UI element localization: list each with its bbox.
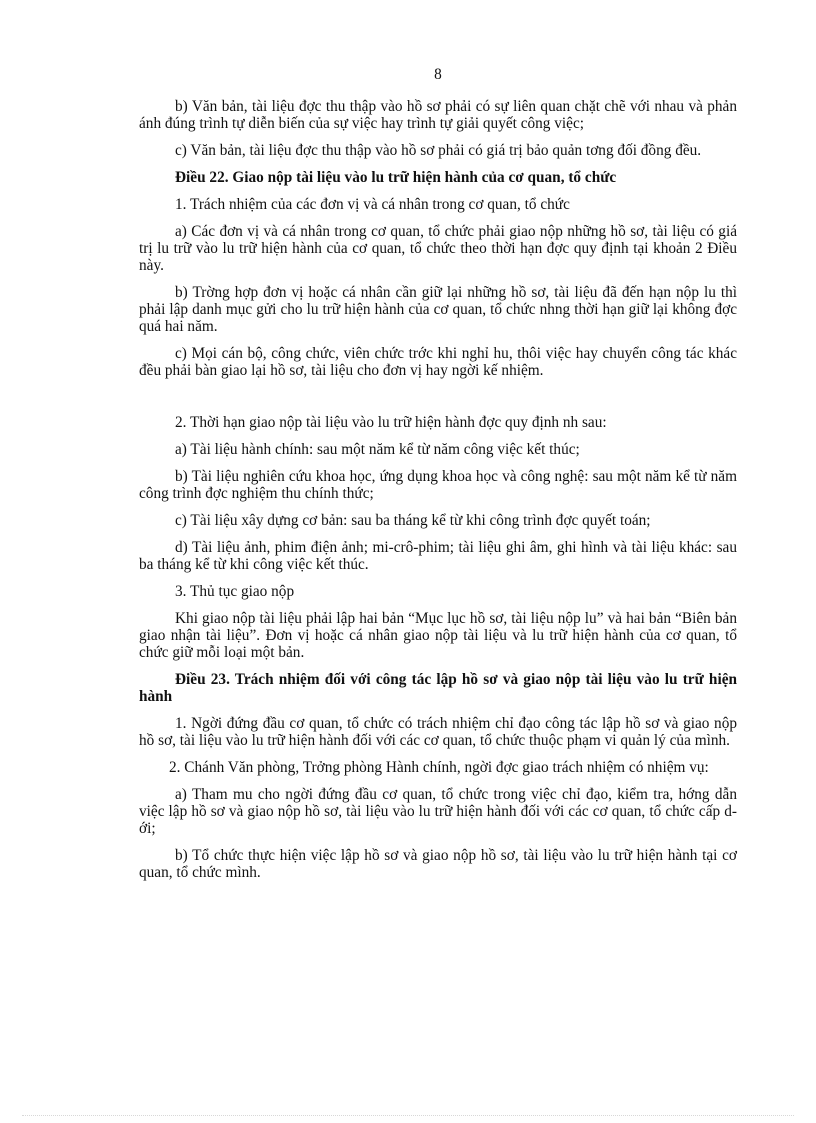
article-23-2b: b) Tổ chức thực hiện việc lập hồ sơ và giao nộp hồ sơ, tài liệu vào lu trữ hiện hành tại cơ quan, tổ chức mình.: [139, 847, 737, 881]
article-22-clause-2: 2. Thời hạn giao nộp tài liệu vào lu trữ hiện hành đợc quy định nh sau:: [175, 414, 607, 431]
paragraph-21c: c) Văn bản, tài liệu đợc thu thập vào hồ sơ phải có giá trị bảo quản tơng đối đồng đều.: [175, 142, 702, 159]
page-number: 8: [434, 66, 442, 83]
article-22-heading: Điều 22. Giao nộp tài liệu vào lu trữ hiện hành của cơ quan, tổ chức: [175, 169, 617, 186]
blank-gap: [139, 389, 737, 414]
article-22-2a: a) Tài liệu hành chính: sau một năm kể từ năm công việc kết thúc;: [175, 441, 580, 458]
paragraph-21b: b) Văn bản, tài liệu đợc thu thập vào hồ sơ phải có sự liên quan chặt chẽ với nhau và phản ánh đúng trình tự diễn biến của sự việc hay trình tự giải quyết công việc;: [139, 98, 737, 132]
article-23-heading: Điều 23. Trách nhiệm đối với công tác lập hồ sơ và giao nộp tài liệu vào lu trữ hiện hành: [139, 671, 737, 705]
article-22-clause-1: 1. Trách nhiệm của các đơn vị và cá nhân trong cơ quan, tổ chức: [175, 196, 570, 213]
article-23-clause-2: 2. Chánh Văn phòng, Trởng phòng Hành chính, ngời đợc giao trách nhiệm có nhiệm vụ:: [169, 759, 709, 776]
article-22-2b: b) Tài liệu nghiên cứu khoa học, ứng dụng khoa học và công nghệ: sau một năm kể từ năm công trình đợc nghiệm thu chính thức;: [139, 468, 737, 502]
document-page: [139, 66, 737, 891]
article-22-1c: c) Mọi cán bộ, công chức, viên chức trớc khi nghỉ hu, thôi việc hay chuyển công tác khác đều phải bàn giao lại hồ sơ, tài liệu cho đơn vị hay ngời kế nhiệm.: [139, 345, 737, 379]
article-22-clause-3: 3. Thủ tục giao nộp: [175, 583, 295, 600]
article-22-2d: d) Tài liệu ảnh, phim điện ảnh; mi-crô-phim; tài liệu ghi âm, ghi hình và tài liệu khác: sau ba tháng kể từ khi công việc kết thúc.: [139, 539, 737, 573]
article-23-2a: a) Tham mu cho ngời đứng đầu cơ quan, tổ chức trong việc chỉ đạo, kiểm tra, hớng dẫn việc lập hồ sơ và giao nộp hồ sơ, tài liệu vào lu trữ hiện hành đối với các cơ quan, tổ chức cấp dới;: [139, 786, 737, 837]
article-22-3-text: Khi giao nộp tài liệu phải lập hai bản “Mục lục hồ sơ, tài liệu nộp lu” và hai bản “Biên bản giao nhận tài liệu”. Đơn vị hoặc cá nhân giao nộp tài liệu và lu trữ hiện hành của cơ quan, tổ chức giữ mỗi loại một bản.: [139, 610, 737, 661]
page-bottom-divider: [22, 1115, 794, 1116]
article-22-2c: c) Tài liệu xây dựng cơ bản: sau ba tháng kể từ khi công trình đợc quyết toán;: [175, 512, 651, 529]
article-23-clause-1: 1. Ngời đứng đầu cơ quan, tổ chức có trách nhiệm chỉ đạo công tác lập hồ sơ và giao nộp hồ sơ, tài liệu vào lu trữ hiện hành đối với các cơ quan, tổ chức thuộc phạm vi quản lý của mình.: [139, 715, 737, 749]
article-22-1a: a) Các đơn vị và cá nhân trong cơ quan, tổ chức phải giao nộp những hồ sơ, tài liệu có giá trị lu trữ vào lu trữ hiện hành của cơ quan, tổ chức theo thời hạn đợc quy định tại khoản 2 Điều này.: [139, 223, 737, 274]
article-22-1b: b) Trờng hợp đơn vị hoặc cá nhân cần giữ lại những hồ sơ, tài liệu đã đến hạn nộp lu thì phải lập danh mục gửi cho lu trữ hiện hành của cơ quan, tổ chức nhng thời hạn giữ lại không đợc quá hai năm.: [139, 284, 737, 335]
